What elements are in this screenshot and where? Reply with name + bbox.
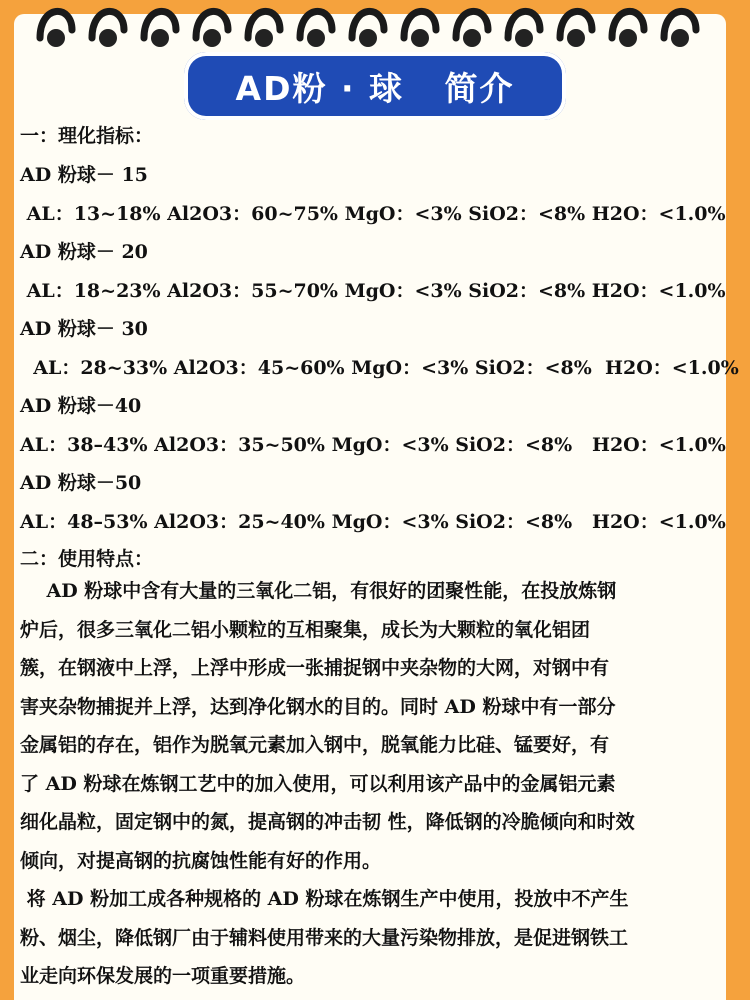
section1-heading: 一：理化指标： <box>20 125 154 147</box>
paragraph-line: 炉后，很多三氧化二铝小颗粒的互相聚集，成长为大颗粒的氧化铝团 <box>20 618 591 641</box>
page-title: AD粉 · 球 简介 <box>235 68 515 108</box>
paragraph-line: 簇，在钢液中上浮，上浮中形成一张捕捉钢中夹杂物的大网，对钢中有 <box>20 657 610 679</box>
grade-spec: AL：18~23% Al2O3：55~70% MgO：<3% SiO2：<8% H2O：<1.0% <box>20 280 726 302</box>
grade-name: AD 粉球－40 <box>20 395 142 417</box>
paragraph-line: 金属铝的存在，铝作为脱氧元素加入钢中，脱氧能力比硅、锰要好，有 <box>20 734 610 756</box>
paragraph-line: 害夹杂物捕捉并上浮，达到净化钢水的目的。同时 AD 粉球中有一部分 <box>20 695 616 718</box>
grade-name: AD 粉球－ 15 <box>20 164 148 186</box>
paragraph-line: 倾向，对提高钢的抗腐蚀性能有好的作用。 <box>20 849 382 872</box>
grade-name: AD 粉球－ 30 <box>20 318 148 340</box>
grade-name: AD 粉球－ 20 <box>20 241 148 263</box>
grade-spec: AL：28~33% Al2O3：45~60% MgO：<3% SiO2：<8% H2O：<1.0% <box>20 357 739 379</box>
paragraph-line: AD 粉球中含有大量的三氧化二铝，有很好的团聚性能，在投放炼钢 <box>20 580 617 602</box>
title-banner <box>184 52 566 120</box>
section2-heading: 二：使用特点： <box>20 548 154 570</box>
usage-paragraph-2 <box>20 880 740 996</box>
grade-spec: AL：13~18% Al2O3：60~75% MgO：<3% SiO2：<8% H2O：<1.0% <box>20 203 726 225</box>
paragraph-line: 了 AD 粉球在炼钢工艺中的加入使用，可以利用该产品中的金属铝元素 <box>20 772 616 795</box>
usage-paragraph-1 <box>20 572 740 880</box>
paragraph-line: 将 AD 粉加工成各种规格的 AD 粉球在炼钢生产中使用，投放中不产生 <box>20 888 629 910</box>
paragraph-line: 细化晶粒，固定钢中的氮，提高钢的冲击韧 性，降低钢的冷脆倾向和时效 <box>20 811 635 833</box>
paragraph-line: 业走向环保发展的一项重要措施。 <box>20 965 306 987</box>
grade-name: AD 粉球－50 <box>20 472 142 494</box>
paragraph-line: 粉、烟尘，降低钢厂由于辅料使用带来的大量污染物排放，是促进钢铁工 <box>20 926 629 949</box>
grade-spec: AL：48–53% Al2O3：25~40% MgO：<3% SiO2：<8% H2O：<1.0% <box>20 511 726 533</box>
grade-spec: AL：38–43% Al2O3：35~50% MgO：<3% SiO2：<8% H2O：<1.0% <box>20 434 726 456</box>
